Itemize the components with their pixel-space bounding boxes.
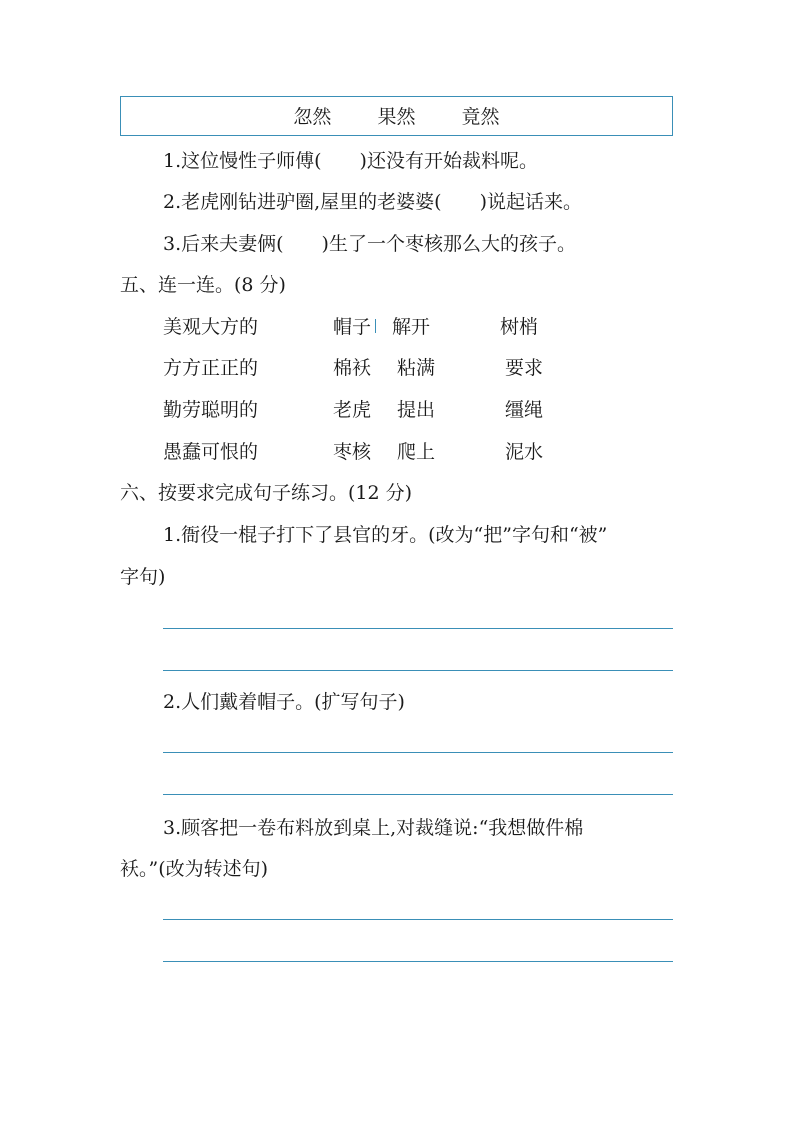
- word-bank-box: [120, 96, 673, 136]
- match-col1-item[interactable]: 美观大方的: [163, 316, 259, 338]
- word-bank-item: 忽然: [293, 106, 332, 128]
- question-3-text: 3.顾客把一卷布料放到桌上,对裁缝说:“我想做件棉: [163, 817, 584, 839]
- fill-blank-sentence-1[interactable]: 1.这位慢性子师傅( )还没有开始裁料呢。: [163, 150, 538, 172]
- section-6-heading: 六、按要求完成句子练习。(12 分): [120, 482, 413, 504]
- answer-line[interactable]: [163, 670, 673, 671]
- match-col1-item[interactable]: 方方正正的: [163, 357, 259, 379]
- match-col3-item[interactable]: 解开: [392, 316, 431, 338]
- match-col3-item[interactable]: 提出: [397, 399, 436, 421]
- match-col1-item[interactable]: 勤劳聪明的: [163, 399, 259, 421]
- match-col4-item[interactable]: 泥水: [505, 441, 544, 463]
- match-col2-item[interactable]: 老虎: [333, 399, 372, 421]
- question-3-text-cont: 袄。”(改为转述句): [120, 858, 269, 880]
- word-bank-item: 竟然: [461, 106, 500, 128]
- section-5-heading: 五、连一连。(8 分): [120, 274, 286, 296]
- match-col4-item[interactable]: 树梢: [500, 316, 539, 338]
- question-1-text-cont: 字句): [120, 566, 166, 588]
- answer-line[interactable]: [163, 919, 673, 920]
- question-2-text: 2.人们戴着帽子。(扩写句子): [163, 691, 405, 713]
- answer-line[interactable]: [163, 752, 673, 753]
- answer-line[interactable]: [163, 794, 673, 795]
- match-col1-item[interactable]: 愚蠢可恨的: [163, 441, 259, 463]
- answer-line[interactable]: [163, 628, 673, 629]
- match-col4-item[interactable]: 要求: [505, 357, 544, 379]
- match-col4-item[interactable]: 缰绳: [505, 399, 544, 421]
- fill-blank-sentence-3[interactable]: 3.后来夫妻俩( )生了一个枣核那么大的孩子。: [163, 233, 576, 255]
- match-col2-item[interactable]: 枣核: [333, 441, 372, 463]
- cursor-mark: [375, 319, 376, 333]
- match-col2-item[interactable]: 棉袄: [333, 357, 372, 379]
- word-bank-item: 果然: [377, 106, 416, 128]
- match-col2-item[interactable]: 帽子: [333, 315, 382, 339]
- match-col3-item[interactable]: 粘满: [397, 357, 436, 379]
- match-col3-item[interactable]: 爬上: [397, 441, 436, 463]
- question-1-text: 1.衙役一棍子打下了县官的牙。(改为“把”字句和“被”: [163, 524, 608, 546]
- answer-line[interactable]: [163, 961, 673, 962]
- word-bank: [121, 105, 672, 129]
- fill-blank-sentence-2[interactable]: 2.老虎刚钻进驴圈,屋里的老婆婆( )说起话来。: [163, 191, 582, 213]
